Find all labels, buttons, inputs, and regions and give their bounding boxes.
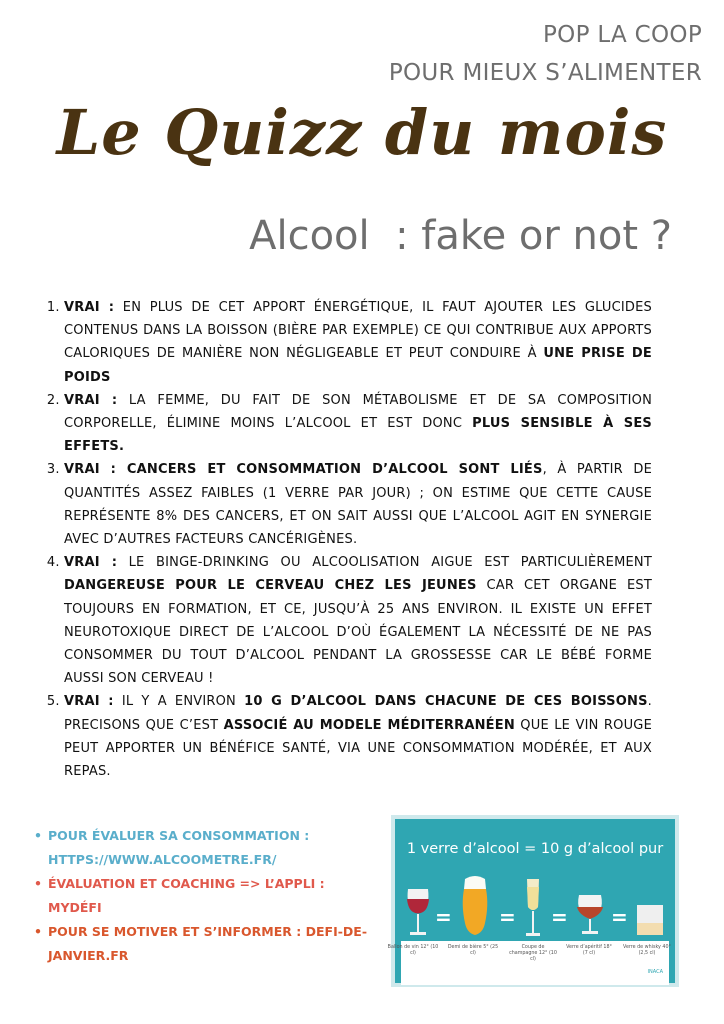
answer-text: LA FEMME, DU FAIT DE SON MÉTABOLISME ET DE SA COMPOSITION CORPORELLE, ÉLIMINE MOINS L’ALCOOL ET EST DONC (64, 392, 652, 432)
answer-emphasis: UNE PRISE DE POIDS (64, 346, 653, 385)
equals-sign: = (435, 905, 452, 929)
brand-name: POP LA COOP (543, 22, 702, 48)
answer-emphasis: VRAI : (64, 694, 114, 710)
resource-link[interactable]: • POUR SE MOTIVER ET S’INFORMER : DEFI-DE-JANVIER.FR (36, 920, 376, 968)
equals-sign: = (611, 905, 628, 929)
source-logo: INACA (647, 969, 663, 975)
equals-sign: = (499, 905, 516, 929)
answer-emphasis: ASSOCIÉ AU MODELE MÉDITERRANÉEN (223, 717, 515, 733)
wine-glass-icon (405, 887, 431, 937)
answer-emphasis: VRAI : (64, 555, 118, 571)
answer-emphasis: PLUS SENSIBLE À SES EFFETS. (64, 416, 652, 455)
aperitif-glass-icon (575, 893, 605, 937)
glass-label: Demi de bière 5° (25 cl) (447, 945, 499, 956)
answer-text: EN PLUS DE CET APPORT ÉNERGÉTIQUE, IL FAUT AJOUTER LES GLUCIDES CONTENUS DANS LA BOISSON (BIÈRE PAR EXEMPLE) CE QUI CONTRIBUE AUX APPORTS CALORIQUES DE MANIÈRE NON NÉGLIGEABLE ET PEUT CONDUIRE À (64, 300, 652, 362)
resource-link[interactable]: • POUR ÉVALUER SA CONSOMMATION : HTTPS://WWW.ALCOOMETRE.FR/ (36, 824, 376, 872)
answer-emphasis: VRAI : (64, 300, 115, 315)
answer-text: QUE LE VIN ROUGE PEUT APPORTER UN BÉNÉFICE SANTÉ, VIA UNE CONSOMMATION MODÉRÉE, ET AUX REPAS. (64, 717, 652, 780)
resource-links (24, 824, 376, 968)
equals-sign: = (551, 905, 568, 929)
answer-text: LE BINGE-DRINKING OU ALCOOLISATION AIGUE EST PARTICULIÈREMENT (117, 555, 652, 571)
answer-emphasis: DANGEREUSE POUR LE CERVEAU CHEZ LES JEUNES (64, 578, 477, 594)
champagne-glass-icon (523, 877, 543, 939)
glass-label: Ballon de vin 12° (10 cl) (387, 945, 439, 956)
answer-item (64, 458, 652, 551)
infographic-title: 1 verre d’alcool = 10 g d’alcool pur (406, 841, 664, 857)
page-title: Le Quizz du mois (56, 96, 668, 169)
glass-label: Verre de whisky 40° (2,5 cl) (623, 945, 671, 956)
answer-text: . PRECISONS QUE C’EST (64, 694, 652, 733)
glass-label: Coupe de champagne 12° (10 cl) (509, 945, 557, 962)
answer-item (64, 690, 652, 783)
alcohol-units-infographic (387, 815, 679, 987)
answer-item (64, 296, 652, 389)
brand-tagline: POUR MIEUX S’ALIMENTER (388, 60, 702, 86)
answer-emphasis: VRAI : (64, 392, 118, 408)
answer-item (64, 551, 652, 690)
glass-label: Verre d’apéritif 18° (7 cl) (566, 945, 612, 956)
answer-item (64, 389, 652, 459)
whisky-glass-icon (635, 903, 665, 937)
resource-link[interactable]: • ÉVALUATION ET COACHING => L’APPLI : MYDÉFI (36, 872, 376, 920)
answer-text: CAR CET ORGANE EST TOUJOURS EN FORMATION, ET CE, JUSQU’À 25 ANS ENVIRON. IL EXISTE UN EFFET NEUROTOXIQUE DIRECT DE L’ALCOOL D’OÙ ÉGALEMENT LA NÉCESSITÉ DE NE PAS CONSOMMER DU TOUT D’ALCOOL PENDANT LA GROSSESSE CAR LE BÉBÉ FORME AUSSI SON CERVEAU ! (64, 578, 652, 687)
beer-glass-icon (459, 875, 491, 939)
answer-text: , À PARTIR DE QUANTITÉS ASSEZ FAIBLES (1 VERRE PAR JOUR) ; ON ESTIME QUE CETTE CAUSE REPRÉSENTE 8% DES CANCERS, ET ON SAIT AUSSI QUE L’ALCOOL AGIT EN SYNERGIE AVEC D’AUTRES FACTEURS CANCÉRIGÈNES. (64, 462, 652, 548)
answer-emphasis: VRAI : CANCERS ET CONSOMMATION D’ALCOOL SONT LIÉS (64, 462, 543, 478)
answer-text: IL Y A ENVIRON (113, 694, 245, 710)
answer-emphasis: 10 G D’ALCOOL DANS CHACUNE DE CES BOISSONS (244, 694, 648, 710)
answers-list (34, 296, 652, 783)
page-subtitle: Alcool : fake or not ? (249, 213, 672, 259)
